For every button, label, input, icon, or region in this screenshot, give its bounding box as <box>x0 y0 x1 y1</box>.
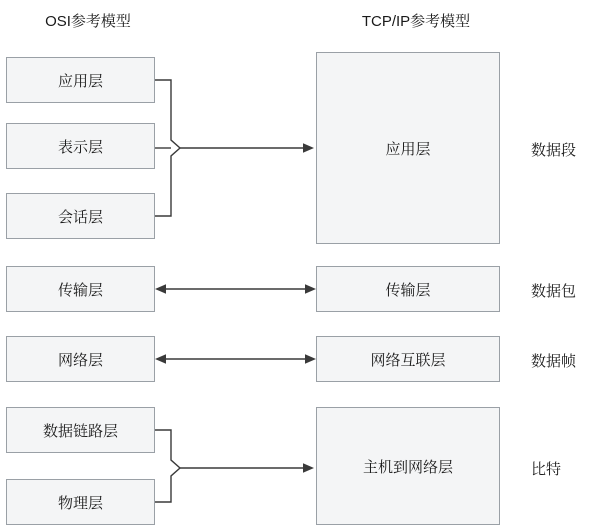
osi-layer-box: 应用层 <box>6 57 155 103</box>
tcpip-layer-box: 主机到网络层 <box>316 407 500 525</box>
data-unit-label: 数据段 <box>531 142 577 159</box>
osi-layer-box: 表示层 <box>6 123 155 169</box>
tcpip-layer-box: 传输层 <box>316 266 500 312</box>
osi-layer-box: 传输层 <box>6 266 155 312</box>
data-unit-label: 数据帧 <box>531 353 577 370</box>
tcpip-layer-box: 应用层 <box>316 52 500 244</box>
osi-layer-box: 数据链路层 <box>6 407 155 453</box>
data-unit-label: 比特 <box>531 461 562 478</box>
osi-layer-box: 网络层 <box>6 336 155 382</box>
osi-layer-box: 物理层 <box>6 479 155 525</box>
data-unit-label: 数据包 <box>531 283 577 300</box>
tcpip-layer-box: 网络互联层 <box>316 336 500 382</box>
diagram-title-left: OSI参考模型 <box>45 13 131 30</box>
osi-layer-box: 会话层 <box>6 193 155 239</box>
diagram-title-right: TCP/IP参考模型 <box>361 13 471 30</box>
